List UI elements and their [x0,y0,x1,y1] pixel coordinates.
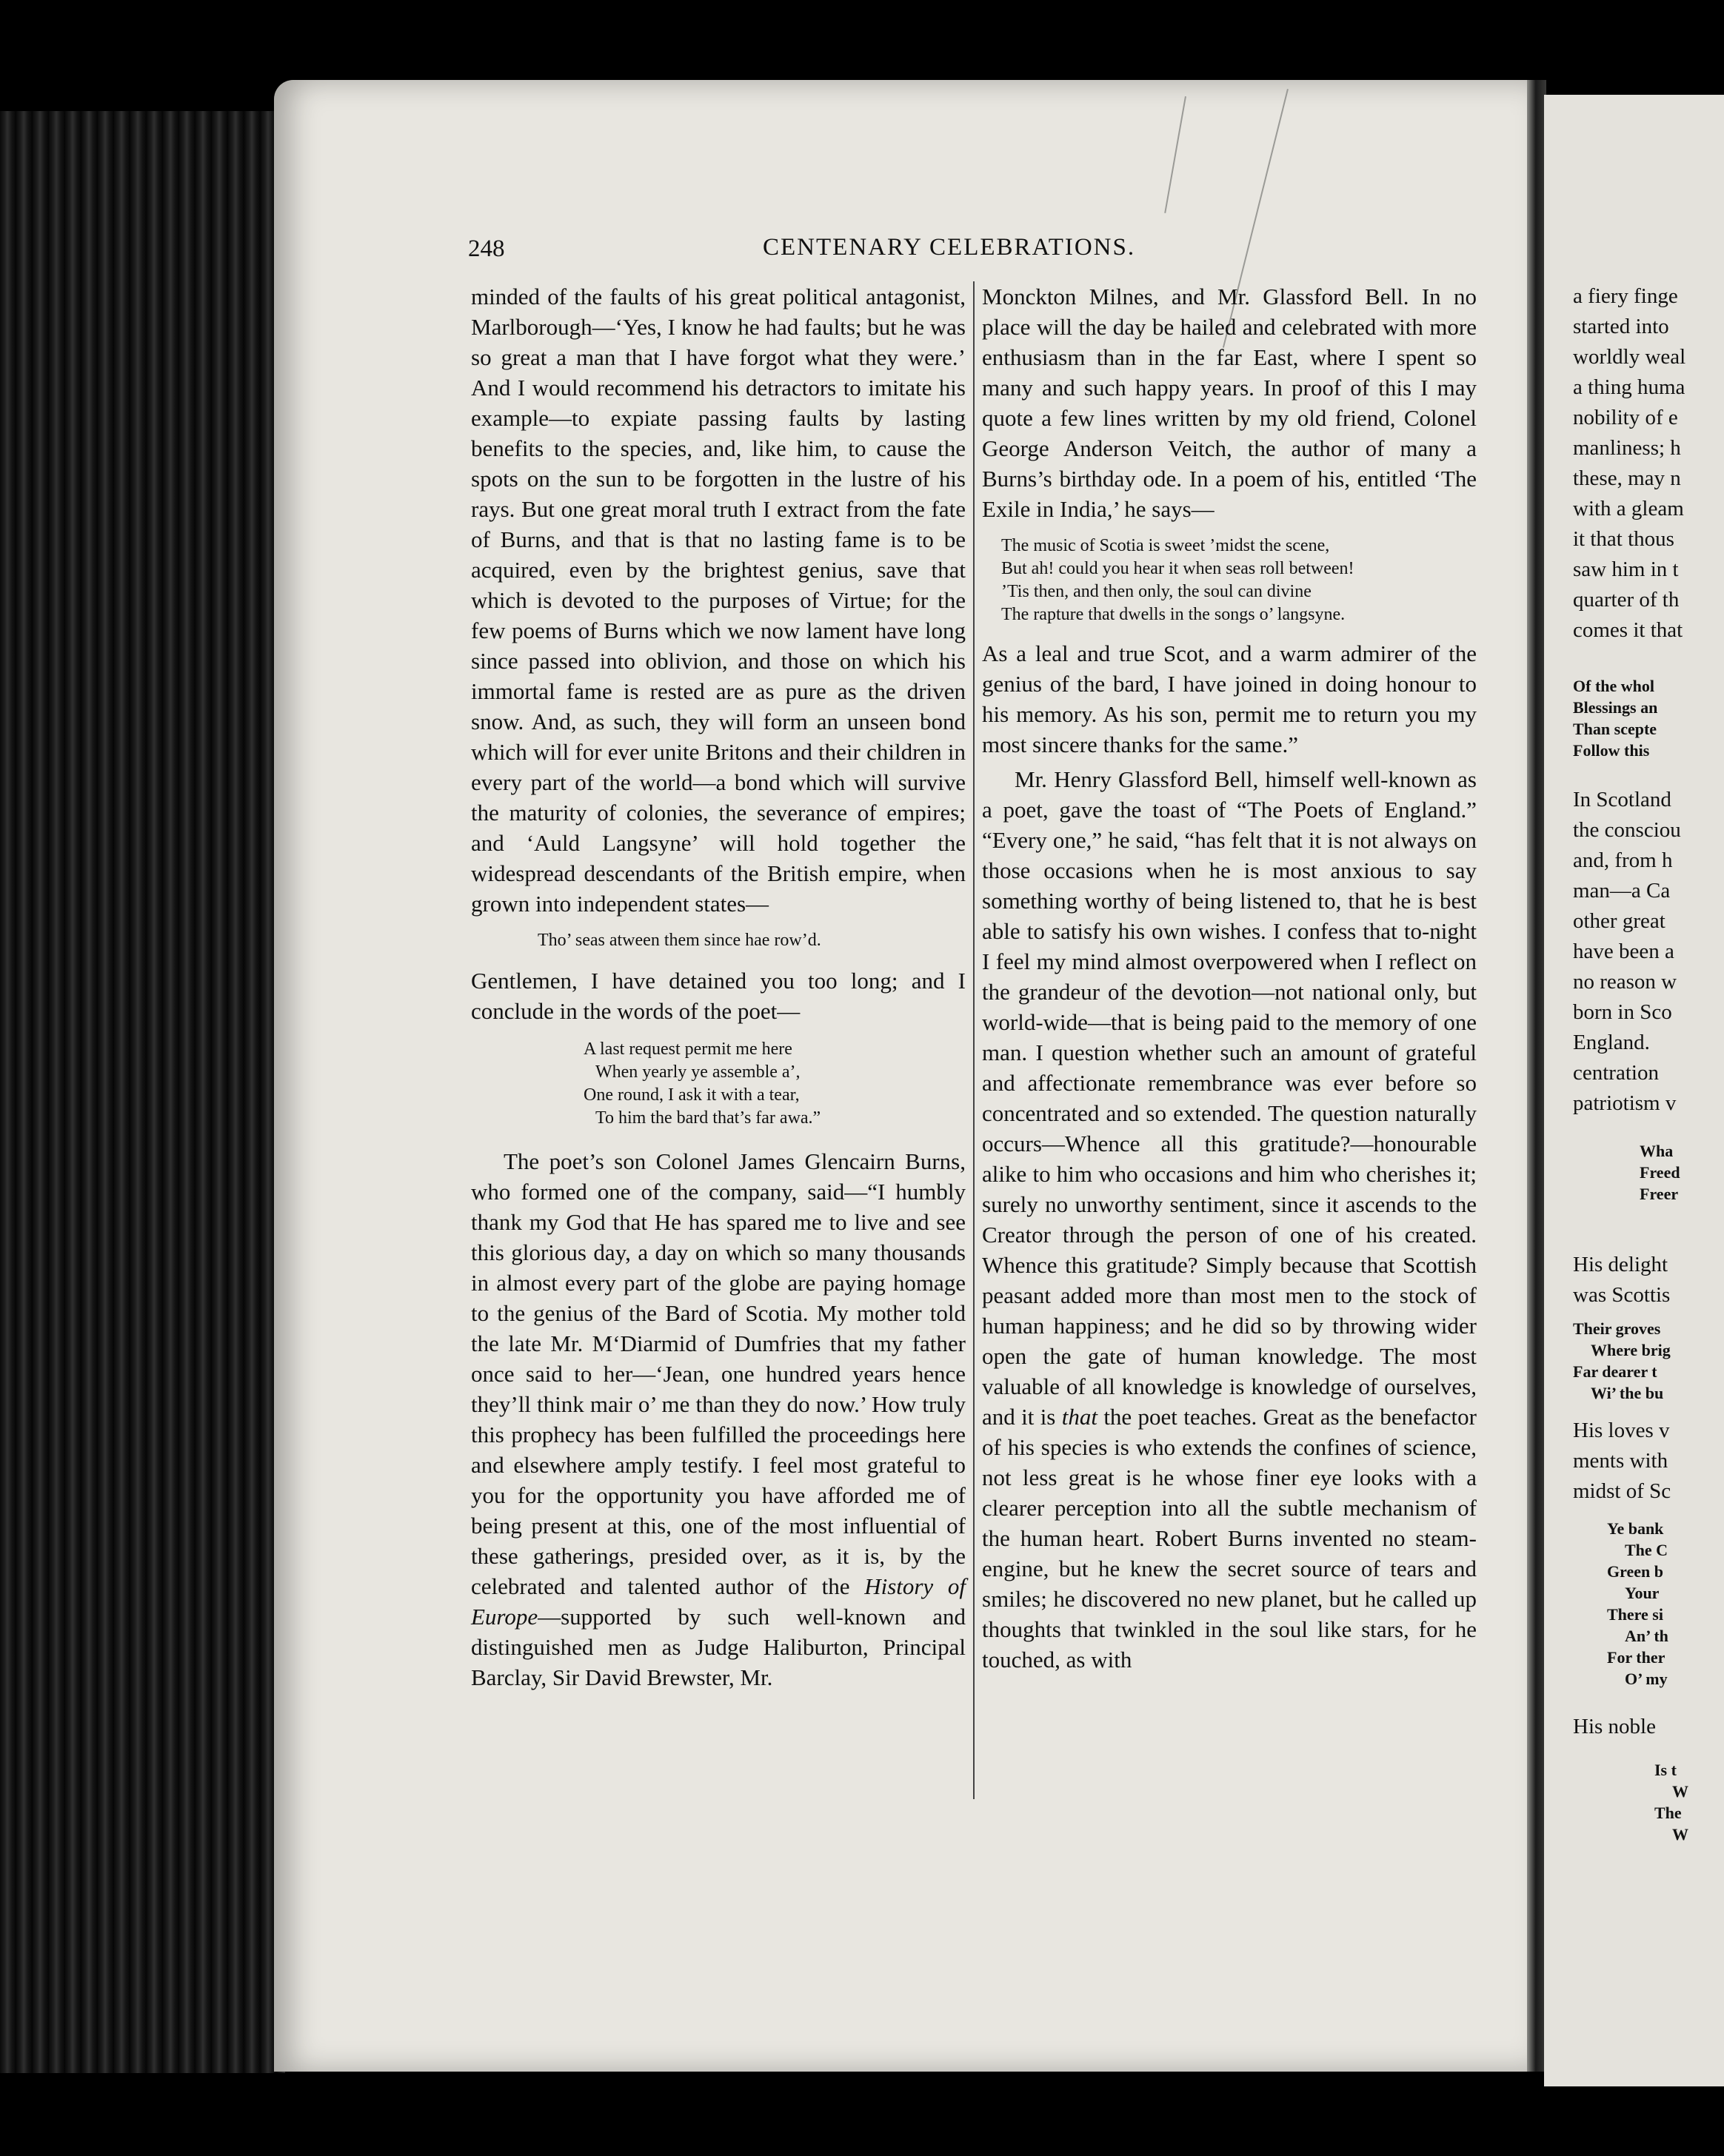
right-column [982,281,1477,1675]
fragment-line: have been a [1573,940,1674,963]
fragment-line: O’ my [1625,1670,1668,1688]
fragment-line: the consciou [1573,818,1681,842]
fragment-line: Far dearer t [1573,1362,1657,1381]
fragment-line: England. [1573,1031,1650,1054]
fragment-line: comes it that [1573,618,1683,642]
text-run: Mr. Henry Glassford Bell, himself well-known as a poet, gave the toast of “The Poets of England.” “Every one,” he said, “has felt that it is not always on those occasions when he is most anxious to say something worthy of being listened to, that he is best able to satisfy his own wishes. I confess that to-night I feel my mind almost overpowered when I reflect on the grandeur of the devotion—not national only, but world-wide—that is being paid to the memory of one man. I question whether such an amount of grateful and affectionate remembrance was ever before so concentrated and so extended. The question naturally occurs—Whence all this gratitude?—honourable alike to him who occasions and him who cherishes it; surely no unworthy sentiment, since it ascends to the Creator through the person of one of his created. Whence this gratitude? Simply because that Scottish peasant added more than most men to the stock of human happiness; and he did so by throwing wider open the gate of human knowledge. The most valuable of all knowledge is knowledge of ourselves, and it is [982,766,1477,1430]
fragment-line: worldly weal [1573,345,1686,369]
column-rule [973,281,975,1799]
fragment-line: started into [1573,315,1669,338]
book-title: History of Europe [471,1573,966,1630]
facing-page-verse-1 [1573,675,1724,761]
verse-quote [982,535,1477,626]
fragment-line: Blessings an [1573,698,1658,717]
fragment-line: saw him in t [1573,558,1679,581]
verse-line: When yearly ye assemble a’, [595,1062,801,1082]
fragment-line: Wha [1640,1142,1674,1160]
page-number: 248 [468,235,505,262]
fragment-line: Freer [1640,1185,1679,1203]
fragment-line: Follow this [1573,741,1650,760]
fragment-line: Your [1625,1584,1660,1602]
fragment-line: ments with [1573,1449,1668,1473]
fragment-line: Wi’ the bu [1591,1384,1664,1402]
fragment-line: For ther [1607,1648,1665,1667]
fragment-line: Ye bank [1607,1519,1664,1538]
fragment-line: Is t [1654,1761,1677,1779]
fragment-line: and, from h [1573,848,1673,872]
fragment-line: no reason w [1573,970,1677,994]
fragment-line: manliness; h [1573,436,1681,460]
paragraph [471,1146,966,1693]
fragment-line: a thing huma [1573,375,1685,399]
fragment-line: The C [1625,1541,1668,1559]
paragraph [982,764,1477,1675]
fragment-line: The [1654,1804,1682,1822]
fragment-line: patriotism v [1573,1091,1677,1115]
text-run: the poet teaches. Great as the benefactor of his species is who extends the confines of science, not less great is he whose finer eye looks with a clearer perception into all the subtle mechanism of the human heart. Robert Burns invented no steam-engine, but he knew the secret source of tears and smiles; he discovered no new planet, but he called up thoughts that twinkled in the soul like stars, for he touched, as with [982,1404,1477,1673]
fragment-line: Where brig [1591,1341,1671,1359]
facing-page-verse-4 [1573,1518,1724,1690]
fragment-line: In Scotland [1573,788,1671,811]
fragment-line: quarter of th [1573,588,1680,612]
paragraph: As a leal and true Scot, and a warm admirer of the genius of the bard, I have joined in doing honour to his memory. As his son, permit me to return you my most sincere thanks for the same.” [982,640,1477,757]
paragraph: Gentlemen, I have detained you too long; and I conclude in the words of the poet— [471,968,966,1024]
fragment-line: Than scepte [1573,720,1657,738]
verse-quote [471,1038,966,1130]
fragment-line: was Scottis [1573,1283,1671,1307]
fragment-line: these, may n [1573,466,1681,490]
fragment-line: other great [1573,909,1665,933]
fragment-line: W [1672,1825,1688,1844]
fragment-line: nobility of e [1573,406,1678,429]
verse-line: One round, I ask it with a tear, [584,1085,800,1105]
facing-page-fragment-2 [1573,785,1724,1119]
fragment-line: His delight [1573,1253,1668,1276]
fragment-line: a fiery finge [1573,284,1678,308]
running-head: CENTENARY CELEBRATIONS. [763,234,1136,261]
fragment-line: it that thous [1573,527,1674,551]
facing-page-verse-3 [1573,1318,1724,1404]
text-run: The poet’s son Colonel James Glencairn Burns, who formed one of the company, said—“I humbly thank my God that He has spared me to live and see this glorious day, a day on which so many thousands in almost every part of the globe are paying homage to the genius of the Bard of Scotia. My mother told the late Mr. M‘Diarmid of Dumfries that my father once said to her—‘Jean, one hundred years hence they’ll think mair o’ me than they do now.’ How truly this prophecy has been fulfilled the proceedings here and elsewhere amply testify. I feel most grateful to you for the opportunity you have afforded me of being present at this, one of the most influential of these gatherings, presided over, as it is, by the celebrated and talented author of the [471,1148,966,1599]
fragment-line: Their groves [1573,1319,1661,1338]
verse-quote [471,929,966,952]
verse-line: A last request permit me here [584,1040,792,1059]
facing-page-verse-5 [1573,1759,1724,1845]
verse-line: The music of Scotia is sweet ’midst the scene, [1001,536,1330,555]
verse-line: But ah! could you hear it when seas roll between! [1001,559,1354,578]
facing-page-fragment-3 [1573,1250,1724,1310]
left-column [471,281,966,1693]
fragment-line: An’ th [1625,1627,1668,1645]
paragraph: minded of the faults of his great political antagonist, Marlborough—‘Yes, I know he had faults; but he was so great a man that I have forgot what they were.’ And I would recommend his detractors to imitate his example—to expiate passing faults by lasting benefits to the species, and, like him, to cause the spots on the sun to be forgotten in the lustre of his rays. But one great moral truth I extract from the fate of Burns, and that is that no lasting fame is to be acquired, even by the brightest genius, save that which is devoted to the purposes of Virtue; for the few poems of Burns which we now lament have long since passed into oblivion, and those on which his immortal fame is rested are as pure as the driven snow. And, as such, they will form an unseen bond which will for ever unite Britons and their children in every part of the world—a bond which will survive the maturity of colonies, the severance of empires; and ‘Auld Langsyne’ will hold together the widespread descendants of the British empire, when grown into independent states— [471,284,966,917]
verse-line: The rapture that dwells in the songs o’ langsyne. [1001,605,1346,624]
fragment-line: man—a Ca [1573,879,1671,903]
verse-line: To him the bard that’s far awa.” [595,1108,821,1128]
fragment-line: W [1672,1782,1688,1801]
book-spine-edges [0,111,285,2073]
fragment-line: with a gleam [1573,497,1684,520]
facing-page-fragment-1 [1573,281,1724,646]
fragment-line: midst of Sc [1573,1479,1671,1503]
fragment-line: Of the whol [1573,677,1654,695]
fragment-line: Freed [1640,1163,1680,1182]
fragment-line: Green b [1607,1562,1663,1581]
fragment-line: born in Sco [1573,1000,1672,1024]
text-run: —supported by such well-known and distinguished men as Judge Haliburton, Principal Barclay, Sir David Brewster, Mr. [471,1604,966,1690]
facing-page-fragment-5 [1573,1712,1724,1742]
paragraph: Monckton Milnes, and Mr. Glassford Bell. In no place will the day be hailed and celebrated with more enthusiasm than in the far East, where I spent so many and such happy years. In proof of this I may quote a few lines written by my old friend, Colonel George Anderson Veitch, the author of many a Burns’s birthday ode. In a poem of his, entitled ‘The Exile in India,’ he says— [982,284,1477,522]
fragment-line: His noble [1573,1715,1656,1738]
fragment-line: There si [1607,1605,1663,1624]
facing-page-fragment-4 [1573,1416,1724,1507]
facing-page-verse-2 [1573,1140,1724,1205]
verse-line: ’Tis then, and then only, the soul can divine [1001,582,1312,601]
fragment-line: centration [1573,1061,1659,1085]
emphasis: that [1061,1404,1097,1430]
fragment-line: His loves v [1573,1419,1670,1442]
verse-line: Tho’ seas atween them since hae row’d. [538,931,821,950]
